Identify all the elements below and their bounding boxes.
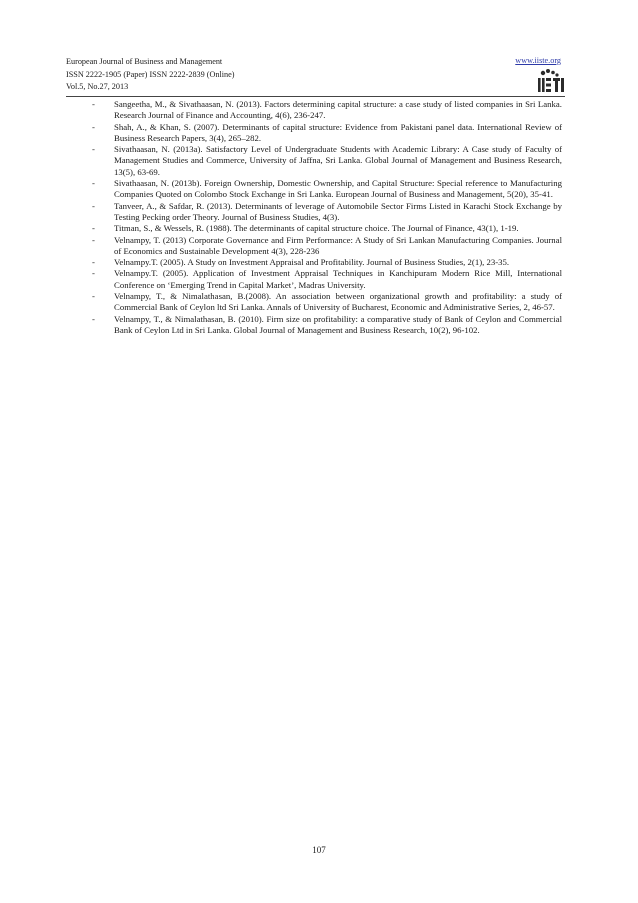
journal-website-link[interactable]: www.iiste.org — [515, 56, 561, 65]
reference-item — [66, 268, 562, 291]
reference-text: Velnampy, T., & Nimalathasan, B. (2010). Firm size on profitability: a comparative study of Bank of Ceylon and Commercial Bank of Ceylon Ltd in Sri Lanka. Global Journal of Management and Business Research, 10(2), 96-102. — [114, 313, 562, 335]
reference-text: Tanveer, A., & Safdar, R. (2013). Determinants of leverage of Automobile Sector Firms Listed in Karachi Stock Exchange by Testing Pecking order Theory. Journal of Business Studies, 4(3). — [114, 200, 562, 222]
reference-item — [66, 99, 562, 122]
reference-text: Velnampy.T. (2005). A Study on Investment Appraisal and Profitability. Journal of Business Studies, 2(1), 23-35. — [114, 257, 510, 268]
reference-item — [66, 291, 562, 314]
journal-title: European Journal of Business and Management — [66, 57, 223, 66]
reference-text: Sangeetha, M., & Sivathaasan, N. (2013). Factors determining capital structure: a case study of listed companies in Sri Lanka. Research Journal of Finance and Accounting, 4(6), 236-247. — [114, 99, 562, 121]
reference-text: Sivathaasan, N. (2013b). Foreign Ownership, Domestic Ownership, and Capital Structure: Special reference to Manufacturing Companies Quoted on Colombo Stock Exchange in Sri Lanka. European Journal of Business and Management, 5(20), 35-41. — [114, 178, 562, 200]
reference-bullet: - — [92, 257, 95, 268]
reference-item — [66, 235, 562, 258]
reference-item — [66, 144, 562, 178]
journal-header — [66, 56, 235, 94]
iiste-logo-icon — [535, 68, 565, 96]
page-number: 107 — [312, 845, 326, 855]
reference-bullet: - — [92, 178, 95, 189]
reference-bullet: - — [92, 144, 95, 155]
reference-text: Sivathaasan, N. (2013a). Satisfactory Level of Undergraduate Students with Academic Library: A Case study of Faculty of Management Studies and Commerce, University of Jaffna, Sri Lanka. Global Journal of Management and Business Research, 13(5), 63-69. — [114, 144, 562, 177]
reference-item — [66, 223, 562, 234]
reference-text: Velnampy, T. (2013) Corporate Governance and Firm Performance: A Study of Sri Lankan Manufacturing Companies. Journal of Economics and Sustainable Development 4(3), 228-236 — [114, 234, 562, 256]
reference-item — [66, 122, 562, 145]
reference-list — [66, 99, 562, 336]
reference-bullet: - — [92, 200, 95, 211]
reference-text: Titman, S., & Wessels, R. (1988). The determinants of capital structure choice. The Journal of Finance, 43(1), 1-19. — [114, 223, 519, 234]
reference-bullet: - — [92, 223, 95, 234]
header-divider — [66, 96, 565, 97]
reference-text: Shah, A., & Khan, S. (2007). Determinants of capital structure: Evidence from Pakistani panel data. International Review of Business Research Papers, 3(4), 265–282. — [114, 121, 562, 143]
reference-bullet: - — [92, 268, 95, 279]
reference-bullet: - — [92, 291, 95, 302]
reference-item — [66, 201, 562, 224]
reference-item — [66, 314, 562, 337]
volume-line: Vol.5, No.27, 2013 — [66, 82, 129, 91]
reference-bullet: - — [92, 121, 95, 132]
reference-text: Velnampy.T. (2005). Application of Investment Appraisal Techniques in Kanchipuram Modern Rice Mill, International Conference on ‘Emerging Trend in Capital Market’, Madras University. — [114, 268, 562, 290]
issn-line: ISSN 2222-1905 (Paper) ISSN 2222-2839 (Online) — [66, 69, 235, 79]
reference-text: Velnampy, T., & Nimalathasan, B.(2008). An association between organizational growth and profitability: a study of Commercial Bank of Ceylon ltd Sri Lanka. Annals of University of Bucharest, Economic and Administrative Series, 2, 46-57. — [114, 291, 562, 313]
reference-bullet: - — [92, 99, 95, 109]
reference-bullet: - — [92, 234, 95, 245]
reference-bullet: - — [92, 313, 95, 324]
reference-item — [66, 257, 562, 268]
reference-item — [66, 178, 562, 201]
